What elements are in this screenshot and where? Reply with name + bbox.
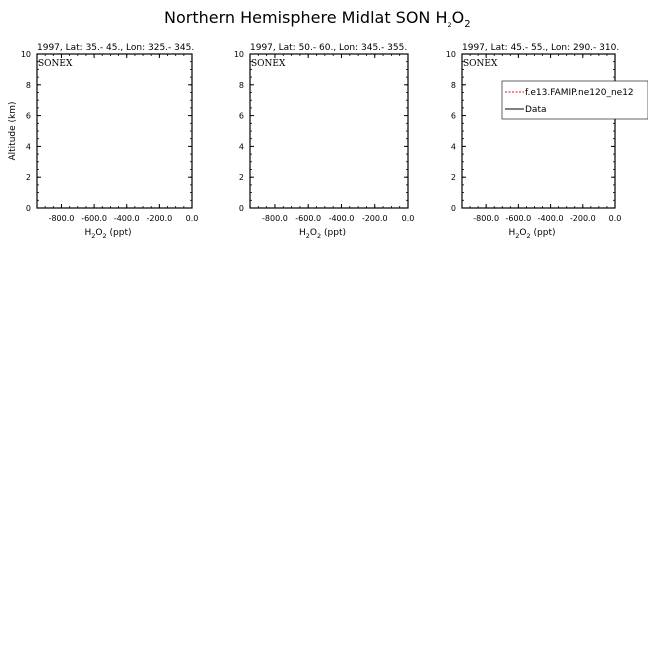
y-tick-label: 8 — [238, 80, 244, 90]
x-tick-label: -400.0 — [113, 214, 140, 223]
figure-title-prefix: Northern Hemisphere Midlat SON H — [164, 8, 448, 27]
x-axis-label — [299, 228, 346, 240]
x-tick-label: 0.0 — [185, 214, 199, 223]
x-tick-label: -400.0 — [537, 214, 564, 223]
x-tick-label: -400.0 — [328, 214, 355, 223]
x-axis-label-sub1: 2 — [91, 232, 96, 240]
y-tick-label: 0 — [25, 204, 31, 213]
x-tick-label: 0.0 — [608, 214, 622, 223]
x-axis-label-prefix: H — [508, 228, 516, 238]
y-tick-label: 6 — [25, 111, 31, 121]
x-axis-label-sub2: 2 — [102, 232, 107, 240]
x-tick-label: -800.0 — [262, 214, 288, 223]
panel-title: 1997, Lat: 35.- 45., Lon: 325.- 345. — [37, 43, 195, 53]
panel-title: 1997, Lat: 50.- 60., Lon: 345.- 355. — [250, 43, 408, 53]
legend-box — [502, 81, 648, 119]
legend — [502, 81, 648, 119]
plot-frame — [462, 54, 615, 208]
x-tick-label: -800.0 — [473, 214, 500, 223]
x-axis-label-sub2: 2 — [317, 232, 322, 240]
y-tick-label: 10 — [233, 50, 244, 59]
y-axis-label: Altitude (km) — [8, 101, 18, 161]
x-axis-label-sub1: 2 — [305, 232, 310, 240]
y-tick-label: 0 — [450, 204, 456, 213]
figure-title-mid: O — [451, 8, 465, 27]
y-tick-label: 8 — [450, 80, 456, 90]
x-tick-label: -200.0 — [569, 214, 596, 223]
x-axis-label-sub1: 2 — [515, 232, 520, 240]
campaign-label: SONEX — [38, 59, 73, 69]
legend-label-2: Data — [525, 105, 547, 115]
y-tick-label: 4 — [238, 142, 244, 152]
x-axis-label — [85, 228, 132, 240]
x-tick-label: -600.0 — [81, 214, 108, 223]
x-tick-label: -200.0 — [361, 214, 388, 223]
x-axis-label-mid: O — [95, 228, 103, 238]
x-tick-label: -200.0 — [146, 214, 173, 223]
plot-frame — [37, 54, 192, 208]
figure-title-sub2: 2 — [464, 19, 471, 30]
x-tick-label: -600.0 — [505, 214, 532, 223]
y-tick-label: 4 — [450, 142, 456, 152]
x-axis-label-suffix: (ppt) — [321, 228, 346, 238]
campaign-label: SONEX — [463, 59, 498, 69]
chart-panel-2 — [234, 43, 415, 240]
plot-frame — [250, 54, 408, 208]
y-tick-label: 4 — [25, 142, 31, 152]
x-tick-label: 0.0 — [401, 214, 415, 223]
x-axis-label-suffix: (ppt) — [530, 228, 556, 238]
figure-title-sub1: 2 — [447, 21, 452, 29]
panel-title: 1997, Lat: 45.- 55., Lon: 290.- 310. — [462, 43, 620, 53]
x-tick-label: -800.0 — [48, 214, 75, 223]
x-axis-label-prefix: H — [84, 228, 92, 238]
x-axis-label-mid: O — [309, 228, 318, 238]
legend-label-1: f.e13.FAMIP.ne120_ne12 — [525, 88, 634, 98]
y-tick-label: 10 — [20, 50, 31, 59]
x-tick-label: -600.0 — [295, 214, 322, 223]
y-tick-label: 6 — [238, 111, 244, 121]
x-axis-label-mid: O — [519, 228, 527, 238]
y-tick-label: 2 — [25, 173, 31, 183]
y-tick-label: 6 — [450, 111, 456, 121]
figure-title — [164, 8, 471, 30]
y-tick-label: 2 — [238, 173, 244, 183]
y-tick-label: 8 — [25, 80, 31, 90]
panels — [8, 43, 648, 240]
y-tick-label: 10 — [445, 50, 456, 59]
chart-panel-3 — [446, 43, 648, 240]
y-tick-label: 0 — [238, 204, 244, 213]
y-tick-label: 2 — [450, 173, 456, 183]
x-axis-label-prefix: H — [299, 228, 306, 238]
campaign-label: SONEX — [251, 59, 286, 69]
x-axis-label-sub2: 2 — [526, 232, 531, 240]
x-axis-label-suffix: (ppt) — [106, 228, 132, 238]
x-axis-label — [509, 228, 556, 240]
chart-panel-1 — [8, 43, 198, 240]
